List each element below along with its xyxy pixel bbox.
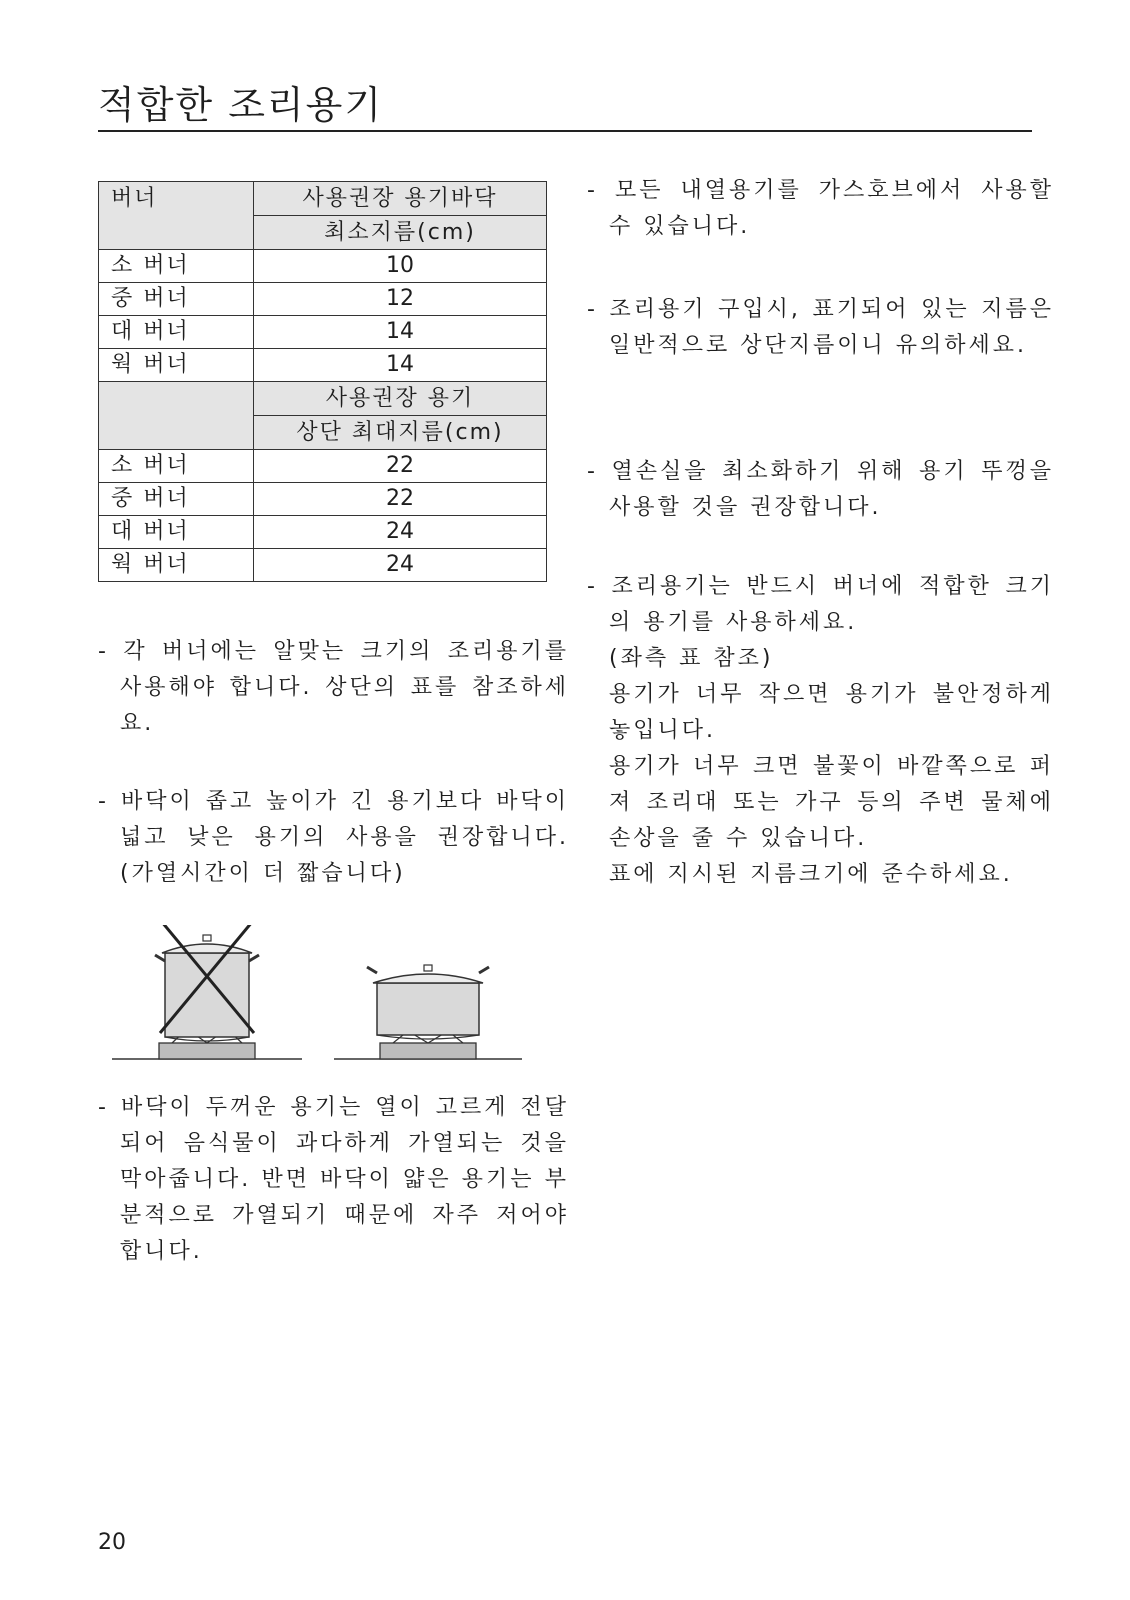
burner-value: 22 (254, 483, 547, 516)
note-lid: - 열손실을 최소화하기 위해 용기 뚜껑을 사용할 것을 권장합니다. (587, 459, 1054, 520)
table-header-row (99, 182, 547, 216)
burner-value: 14 (254, 349, 547, 382)
pot-illustration (112, 925, 542, 1065)
burner-name: 대 버너 (99, 316, 254, 349)
note-suitable-size (587, 569, 1054, 893)
header-burner-cell (99, 182, 254, 250)
burner-size-table (98, 181, 547, 582)
burner-name: 웍 버너 (99, 349, 254, 382)
note-follow-table: 표에 지시된 지름크기에 준수하세요. (609, 862, 1013, 887)
table-header-row (99, 382, 547, 416)
header-empty-cell (99, 382, 254, 450)
note-wide-low-pot: - 바닥이 좁고 높이가 긴 용기보다 바닥이 넓고 낮은 용기의 사용을 권장합니다. (가열시간이 더 짧습니다) (98, 789, 569, 886)
burner-value: 22 (254, 450, 547, 483)
page-number: 20 (98, 1530, 126, 1555)
header-min-diameter-line1: 사용권장 용기바닥 (254, 182, 547, 216)
note-too-small: 용기가 너무 작으면 용기가 불안정하게 놓입니다. (609, 682, 1054, 743)
burner-name: 소 버너 (99, 450, 254, 483)
burner-name: 중 버너 (99, 283, 254, 316)
burner-name: 대 버너 (99, 516, 254, 549)
header-max-diameter-line2: 상단 최대지름(cm) (254, 416, 547, 450)
wide-pot-icon (334, 965, 522, 1059)
table-row (99, 349, 547, 382)
table-row (99, 516, 547, 549)
burner-name: 웍 버너 (99, 549, 254, 582)
header-burner-label: 버너 (111, 186, 158, 211)
table-row (99, 316, 547, 349)
header-min-diameter-line2: 최소지름(cm) (254, 216, 547, 250)
table-row (99, 250, 547, 283)
burner-value: 12 (254, 283, 547, 316)
note-too-large: 용기가 너무 크면 불꽃이 바깥쪽으로 퍼져 조리대 또는 가구 등의 주변 물체에 손상을 줄 수 있습니다. (609, 754, 1054, 851)
burner-value: 24 (254, 549, 547, 582)
note-purchase-diameter: - 조리용기 구입시, 표기되어 있는 지름은 일반적으로 상단지름이니 유의하세요. (587, 297, 1054, 358)
note-thick-bottom: - 바닥이 두꺼운 용기는 열이 고르게 전달되어 음식물이 과다하게 가열되는 것을 막아줍니다. 반면 바닥이 얇은 용기는 부분적으로 가열되기 때문에 자주 저어야 합니다. (98, 1095, 569, 1264)
note-suitable-size-lead: - 조리용기는 반드시 버너에 적합한 크기의 용기를 사용하세요. (587, 574, 1054, 635)
title-rule (98, 130, 1032, 132)
note-table-ref: (좌측 표 참조) (609, 646, 774, 671)
table-row (99, 483, 547, 516)
burner-value: 14 (254, 316, 547, 349)
burner-name: 중 버너 (99, 483, 254, 516)
table-row (99, 283, 547, 316)
table-row (99, 450, 547, 483)
note-pot-size: - 각 버너에는 알맞는 크기의 조리용기를 사용해야 합니다. 상단의 표를 참조하세요. (98, 639, 569, 736)
note-heat-resistant: - 모든 내열용기를 가스호브에서 사용할 수 있습니다. (587, 178, 1054, 239)
page-title: 적합한 조리용기 (98, 83, 384, 127)
tall-pot-icon (112, 925, 302, 1059)
burner-value: 24 (254, 516, 547, 549)
table-row (99, 549, 547, 582)
burner-value: 10 (254, 250, 547, 283)
burner-name: 소 버너 (99, 250, 254, 283)
pot-comparison-icon (112, 925, 542, 1065)
header-max-diameter-line1: 사용권장 용기 (254, 382, 547, 416)
